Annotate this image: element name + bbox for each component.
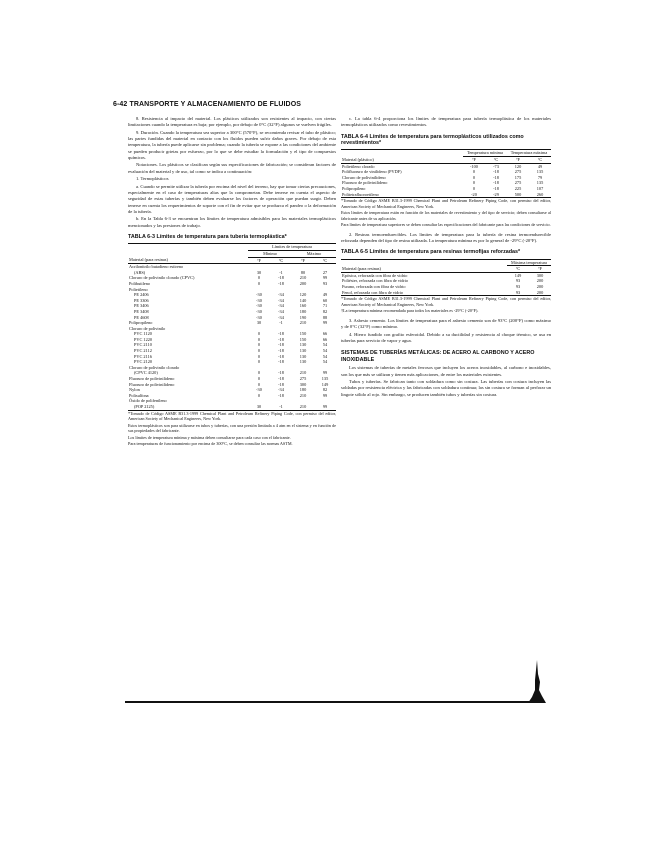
table-cell-value: -30 [256, 297, 262, 303]
table-cell-label: PVC 2110 [134, 342, 152, 348]
paragraph: 1. Termoplásticos [136, 176, 169, 182]
table-cell-value: 275 [514, 180, 522, 186]
table-cell-value: 0 [257, 275, 261, 281]
table-cell-label: PE 4608 [134, 314, 149, 320]
table-cell-value: 0 [257, 336, 261, 342]
table-cell-label: Polipropileno [342, 185, 366, 191]
table-note: Para límites de temperatura superiores se deben consultar las especificaciones del fabricante para las condiciones de servicio. [341, 222, 551, 228]
table-cell-value: 130 [299, 348, 307, 354]
table-col-header: °F [515, 157, 521, 162]
paragraph: c. La tabla 6-4 proporciona los límites de temperatura para tubería termoplástica de los materiales termoplásticos utilizados como revestimientos. [341, 116, 551, 128]
table-cell-value: -18 [493, 174, 499, 180]
table-cell-value: 27 [322, 269, 328, 275]
table-cell-value: 82 [322, 308, 328, 314]
table-cell-value: 30 [256, 320, 262, 326]
table-cell-value: 54 [322, 348, 328, 354]
table-cell-value: -1 [279, 404, 283, 410]
table-cell-value: -18 [493, 180, 499, 186]
paragraph: Tubos y tuberías. Se fabrican tanto con soldadura como sin costura. Las tuberías con costura incluyen las soldadas por resistencia eléctrica y las fabricadas con soldadura continua; las sin costura se forman al perforar un lingote sólido al rojo. Sin embargo, se producen también tubos y tuberías sin costura. [341, 379, 551, 397]
table-cell-value: 0 [257, 359, 261, 365]
table-cell-value: 200 [536, 289, 544, 295]
table-col-header: °C [322, 257, 328, 263]
table-cell-value: -18 [278, 376, 284, 382]
table-cell-value: 107 [536, 185, 544, 191]
table-col-header: Material (para resinas) [129, 257, 168, 263]
table-cell-label: PE 3406 [134, 303, 149, 309]
right-column [341, 116, 551, 399]
table-cell-value: 300 [299, 381, 307, 387]
table-title: TABLA 6-5 Límites de temperatura para resinas termofijas reforzadas* [341, 249, 521, 256]
table-note: †La temperatura mínima recomendada para todos los materiales es -29°C (-20°F). [341, 308, 479, 314]
table-cell-label: Cloruro de polivinilo clorado (CPVC) [129, 275, 195, 281]
paragraph: 8. Resistencia al impacto del material. Los plásticos utilizados son resistentes al impacto, con ciertas limitaciones cuando la temperatura es baja; por ejemplo, por debajo de 0°C (32°F) algunos se vuelven frágiles. [128, 116, 336, 128]
resin-temperature-table [341, 259, 551, 297]
table-cell-value: 210 [299, 404, 307, 410]
table-cell-value: -18 [278, 348, 284, 354]
table-cell-value: 0 [257, 353, 261, 359]
section-heading: SISTEMAS DE TUBERÍAS METÁLICAS: DE ACERO AL CARBONO Y ACERO INOXIDABLE [341, 350, 535, 363]
table-note: Estos termoplásticos son para utilizarse en tubos y tuberías, con una presión limitada a 4 atm en el sistema y en función de sus propiedades del fabricante. [128, 422, 336, 434]
table-cell-label: Polipropileno [129, 320, 153, 326]
table-cell-value: 130 [299, 359, 307, 365]
table-group-header: Temperatura mínima [463, 150, 507, 157]
table-group-header: Límites de temperatura [248, 244, 336, 251]
table-cell-value: 175 [514, 174, 522, 180]
temperature-table [128, 243, 336, 410]
table-group-header: Temperatura máxima [507, 150, 551, 157]
table-cell-value: -1 [279, 269, 283, 275]
paragraph: 4. Hierro fundido con grafito esferoidal. Debido a su ductilidad y resistencia al choque térmico, se usa en tuberías para servicio de vapor y agua. [341, 331, 551, 343]
table-cell-value: 0 [472, 174, 476, 180]
left-column [128, 116, 336, 448]
table-note: *Tomado de Código ASME B31.3-1999 Chemical Plant and Petroleum Refinery Piping Code, con permiso del editor, American Society of Mechanical Engineers, New York. [341, 296, 551, 307]
table-cell-value: 79 [537, 174, 543, 180]
table-cell-value: 135 [536, 180, 544, 186]
table-body [341, 163, 551, 198]
table-row [128, 404, 336, 410]
table-col-header: °C [493, 157, 499, 162]
table-cell-label: PE 2406 [134, 292, 149, 298]
table-col-header: °F [300, 257, 306, 263]
table-cell-value: 120 [514, 163, 522, 169]
table-notes [341, 198, 551, 228]
table-cell-value: 0 [257, 280, 261, 286]
table-cell-value: -100 [470, 163, 478, 169]
table-cell-label: PVC 1120 [134, 331, 152, 337]
paragraph: 9. Duración. Cuando la temperatura sea superior a 300°C (570°F), se recomienda revisar el tubo de plástico; las partes fundidas del material en contacto con los fluidos pueden sufrir daños graves. Por debajo de esta temperatura, la tubería puede aplicarse sin problema; cuando la tubería se expone a las condiciones del ambiente se pueden producir grietas por esfuerzo, por lo que se debe estudiar la formulación y el tipo de compuestos químicos. [128, 129, 336, 160]
table-cell-value: 130 [299, 353, 307, 359]
table-cell-label: (CPVC 4120) [134, 370, 158, 376]
bottom-rule [125, 701, 545, 703]
table-body [341, 272, 551, 295]
table-col-header: °F [256, 257, 262, 263]
table-cell-value: 93 [515, 278, 521, 284]
table-note: Estos límites de temperatura están en función de los materiales de revestimiento y del tipo de servicio; deben consultarse al fabricante antes de su aplicación. [341, 210, 551, 221]
table-cell-label: Fluoruro de polivinilideno [129, 376, 175, 382]
table-cell-label: (ABS) [134, 269, 146, 275]
table-cell-label: Polietileno clorado [342, 163, 375, 169]
table-cell-value: 200 [299, 280, 307, 286]
table-cell-label: Politetrafluoroetileno [342, 191, 379, 197]
table-cell-value: 80 [300, 269, 306, 275]
table-cell-label: PVC 2112 [134, 348, 152, 354]
table-cell-value: 180 [299, 308, 307, 314]
table-cell-value: 0 [472, 180, 476, 186]
table-cell-label: Fluoruro de polivinilideno [342, 180, 388, 186]
table-cell-label: Acrilonitrilo butadieno estireno [129, 264, 184, 270]
table-cell-value: 225 [514, 185, 522, 191]
table-cell-value: 130 [299, 342, 307, 348]
table-cell-value: 200 [536, 284, 544, 290]
table-cell-value: 71 [322, 303, 328, 309]
table-cell-value: 135 [536, 169, 544, 175]
table-cell-value: -18 [278, 336, 284, 342]
table-cell-value: 260 [536, 191, 544, 197]
table-cell-label: Cloruro de polivinilo clorado [129, 364, 180, 370]
table-notes [128, 411, 336, 447]
table-cell-value: 300 [536, 272, 544, 278]
table-cell-label: (POP 2125) [134, 404, 155, 410]
table-cell-value: 99 [322, 404, 328, 410]
table-cell-value: 66 [322, 331, 328, 337]
table-cell-label: Cloruro de polivinilideno [342, 174, 386, 180]
table-note: Los límites de temperatura mínima y máxima deben consultarse para cada caso con el fabricante. [128, 434, 291, 440]
table-cell-value: 0 [472, 185, 476, 191]
table-cell-value: 93 [322, 280, 328, 286]
table-cell-value: -18 [278, 381, 284, 387]
table-cell-value: 210 [299, 392, 307, 398]
table-note: Para temperaturas de funcionamiento por encima de 300°C, se deben consultar las normas ASTM. [128, 441, 293, 447]
table-col-header: Material (plástico) [342, 156, 374, 162]
table-cell-value: -18 [278, 342, 284, 348]
table-col-header: °C [515, 266, 521, 272]
table-cell-value: -30 [256, 308, 262, 314]
paragraph: a. Cuando se permite utilizar la tubería por encima del nivel del terreno, hay que tomar ciertas precauciones, especialmente en el caso de temperaturas altas que la comprometan. Debe tenerse en cuenta el aspecto de seguridad de estas tuberías y también deben evaluarse los factores de operación que puedan surgir. Deben tenerse en cuenta los requerimientos de soporte con el fin de evitar que se produzca el pandeo o la deformación de la tubería. [128, 183, 336, 214]
table-cell-label: Cloruro de polivinilo [129, 325, 166, 331]
table-cell-value: -20 [471, 191, 477, 197]
table-cell-value: 66 [322, 336, 328, 342]
table-cell-label: PE 3408 [134, 308, 149, 314]
table-cell-value: 140 [299, 297, 307, 303]
table-cell-value: -18 [278, 392, 284, 398]
table-sub-header: Mínimo [248, 250, 292, 257]
table-cell-value: 88 [322, 314, 328, 320]
table-cell-value: 180 [299, 387, 307, 393]
table-cell-label: Polifluoruro de vinilideno (PVDF) [342, 169, 402, 175]
table-cell-value: -18 [278, 359, 284, 365]
table-cell-value: 0 [257, 376, 261, 382]
table-cell-value: -73 [493, 163, 499, 169]
paragraph: 3. Asbesto cemento. Los límites de temperatura para el asbesto cemento son de 93°C (200°F) como máximo y de 0°C (32°F) como mínimo. [341, 317, 551, 330]
table-cell-value: 0 [257, 370, 261, 376]
table-cell-label: PVC 1220 [134, 336, 153, 342]
table-col-header: °F [471, 157, 477, 162]
table-sub-header: Máximo [292, 250, 336, 257]
table-cell-label: Óxido de polifenileno [129, 398, 167, 404]
table-cell-value: 210 [299, 370, 307, 376]
table-cell-value: -18 [278, 275, 284, 281]
paragraph: Notaciones. Los plásticos se clasifican según sus especificaciones de fabricación; se consideran factores de evaluación del material y de uso, tal como se indica a continuación: [128, 162, 336, 174]
table-col-header: °C [278, 257, 284, 263]
table-notes [341, 296, 551, 314]
table-cell-value: 160 [299, 303, 307, 309]
table-cell-value: 54 [322, 342, 328, 348]
table-cell-value: 120 [299, 292, 307, 298]
table-col-header: Material (para resinas) [342, 265, 381, 271]
table-cell-label: Polietileno [129, 286, 148, 292]
paragraph: 2. Resinas termoendurecibles. Los límites de temperatura para la tubería de resina termoendurecible reforzada dependen del tipo de resina utilizada. La temperatura mínima es por lo general de -29°C (-20°F). [341, 231, 551, 243]
table-cell-value: -34 [278, 297, 284, 303]
table-cell-value: -30 [256, 314, 262, 320]
table-cell-value: 0 [257, 342, 261, 348]
table-cell-value: -18 [278, 353, 284, 359]
table-cell-value: 0 [257, 381, 261, 387]
running-header: 6-42 TRANSPORTE Y ALMACENAMIENTO DE FLUIDOS [113, 101, 302, 108]
table-cell-value: 0 [257, 331, 261, 337]
table-cell-label: Polisulfona [129, 392, 149, 398]
table-cell-value: -18 [278, 280, 284, 286]
table-cell-value: 93 [515, 284, 521, 290]
table-cell-value: 275 [514, 169, 522, 175]
table-cell-value: 30 [256, 269, 262, 275]
table-cell-value: 99 [322, 320, 328, 326]
table-cell-value: -18 [493, 169, 499, 175]
table-cell-value: 135 [321, 376, 329, 382]
table-cell-value: 49 [322, 292, 328, 298]
table-cell-label: PVC 2116 [134, 353, 152, 359]
table-cell-value: -34 [278, 303, 284, 309]
table-cell-label: Fluoruro de polivinilideno [129, 381, 175, 387]
table-cell-label: Furano, reforzada con fibra de vidrio [342, 284, 406, 290]
table-cell-value: 210 [299, 320, 307, 326]
table-cell-value: 210 [299, 275, 307, 281]
table-row [341, 192, 551, 198]
table-cell-value: 150 [299, 336, 307, 342]
table-note: *Tomado de Código ASME B31.3-1999 Chemical Plant and Petroleum Refinery Piping Code, con permiso del editor, American Society of Mechanical Engineers, New York. [341, 198, 551, 209]
table-cell-value: -1 [279, 320, 283, 326]
table-body [128, 264, 336, 410]
table-row [341, 290, 551, 296]
table-cell-value: 200 [536, 278, 544, 284]
table-cell-value: 99 [322, 275, 328, 281]
paragraph: b. En la Tabla 6-3 se encuentran los límites de temperatura admisibles para los materiales termoplásticos mencionados y las presiones de trabajo. [128, 216, 336, 228]
table-cell-value: 60 [322, 297, 328, 303]
table-cell-value: 49 [537, 163, 543, 169]
table-title: TABLA 6-4 Límites de temperatura para termoplásticos utilizados como revestimientos* [341, 133, 524, 146]
table-cell-value: 500 [514, 191, 522, 197]
table-note: *Tomado de Código ASME B31.3-1999 Chemical Plant and Petroleum Refinery Piping Code, con permiso del editor, American Society of Mechanical Engineers, New York. [128, 410, 336, 422]
table-cell-value: -30 [256, 292, 262, 298]
table-cell-value: -34 [278, 308, 284, 314]
table-cell-value: -34 [278, 292, 284, 298]
table-cell-value: 0 [472, 169, 476, 175]
table-cell-value: -18 [278, 370, 284, 376]
table-cell-value: 150 [299, 331, 307, 337]
table-col-header: °F [537, 266, 543, 272]
table-cell-value: 0 [257, 392, 261, 398]
table-cell-value: 275 [299, 376, 307, 382]
table-cell-label: PE 3306 [134, 297, 149, 303]
table-cell-value: -34 [278, 314, 284, 320]
table-cell-label: Fenol, reforzada con fibra de vidrio [342, 289, 404, 295]
table-cell-value: 0 [257, 348, 261, 354]
table-title: TABLA 6-3 Límites de temperatura para tubería termoplástica* [128, 233, 287, 240]
table-cell-label: PVC 2120 [134, 359, 153, 365]
table-cell-value: -30 [256, 303, 262, 309]
paragraph: Los sistemas de tuberías de metales ferrosos que incluyen los aceros inoxidables, al carbono e inoxidables, son los que más se utilizan y tienen más aplicaciones, de entre los materiales existentes. [341, 365, 551, 377]
table-cell-label: Epóxica, reforzada con fibra de vidrio [342, 272, 408, 278]
table-cell-value: -30 [256, 387, 262, 393]
table-cell-value: 82 [322, 387, 328, 393]
table-cell-value: -18 [493, 185, 499, 191]
table-cell-value: 54 [322, 359, 328, 365]
table-cell-label: Nylon [129, 387, 140, 393]
table-cell-value: 149 [321, 381, 329, 387]
table-cell-value: -29 [493, 191, 499, 197]
table-cell-value: 99 [322, 392, 328, 398]
table-cell-value: 190 [299, 314, 307, 320]
table-col-header: °C [537, 157, 543, 162]
table-cell-label: Polibutileno [129, 280, 151, 286]
lining-temperature-table [341, 149, 551, 198]
table-cell-value: 93 [515, 289, 521, 295]
table-header-empty [128, 244, 248, 251]
table-cell-value: -18 [278, 331, 284, 337]
table-cell-label: Poliéster, reforzada con fibra de vidrio [342, 278, 409, 284]
page-edge-artifact [528, 660, 546, 703]
table-cell-value: 99 [322, 370, 328, 376]
table-group-header: Máxima temperatura [507, 259, 551, 266]
table-cell-value: -34 [278, 387, 284, 393]
table-cell-value: 30 [256, 404, 262, 410]
table-cell-value: 149 [514, 272, 522, 278]
table-cell-value: 54 [322, 353, 328, 359]
